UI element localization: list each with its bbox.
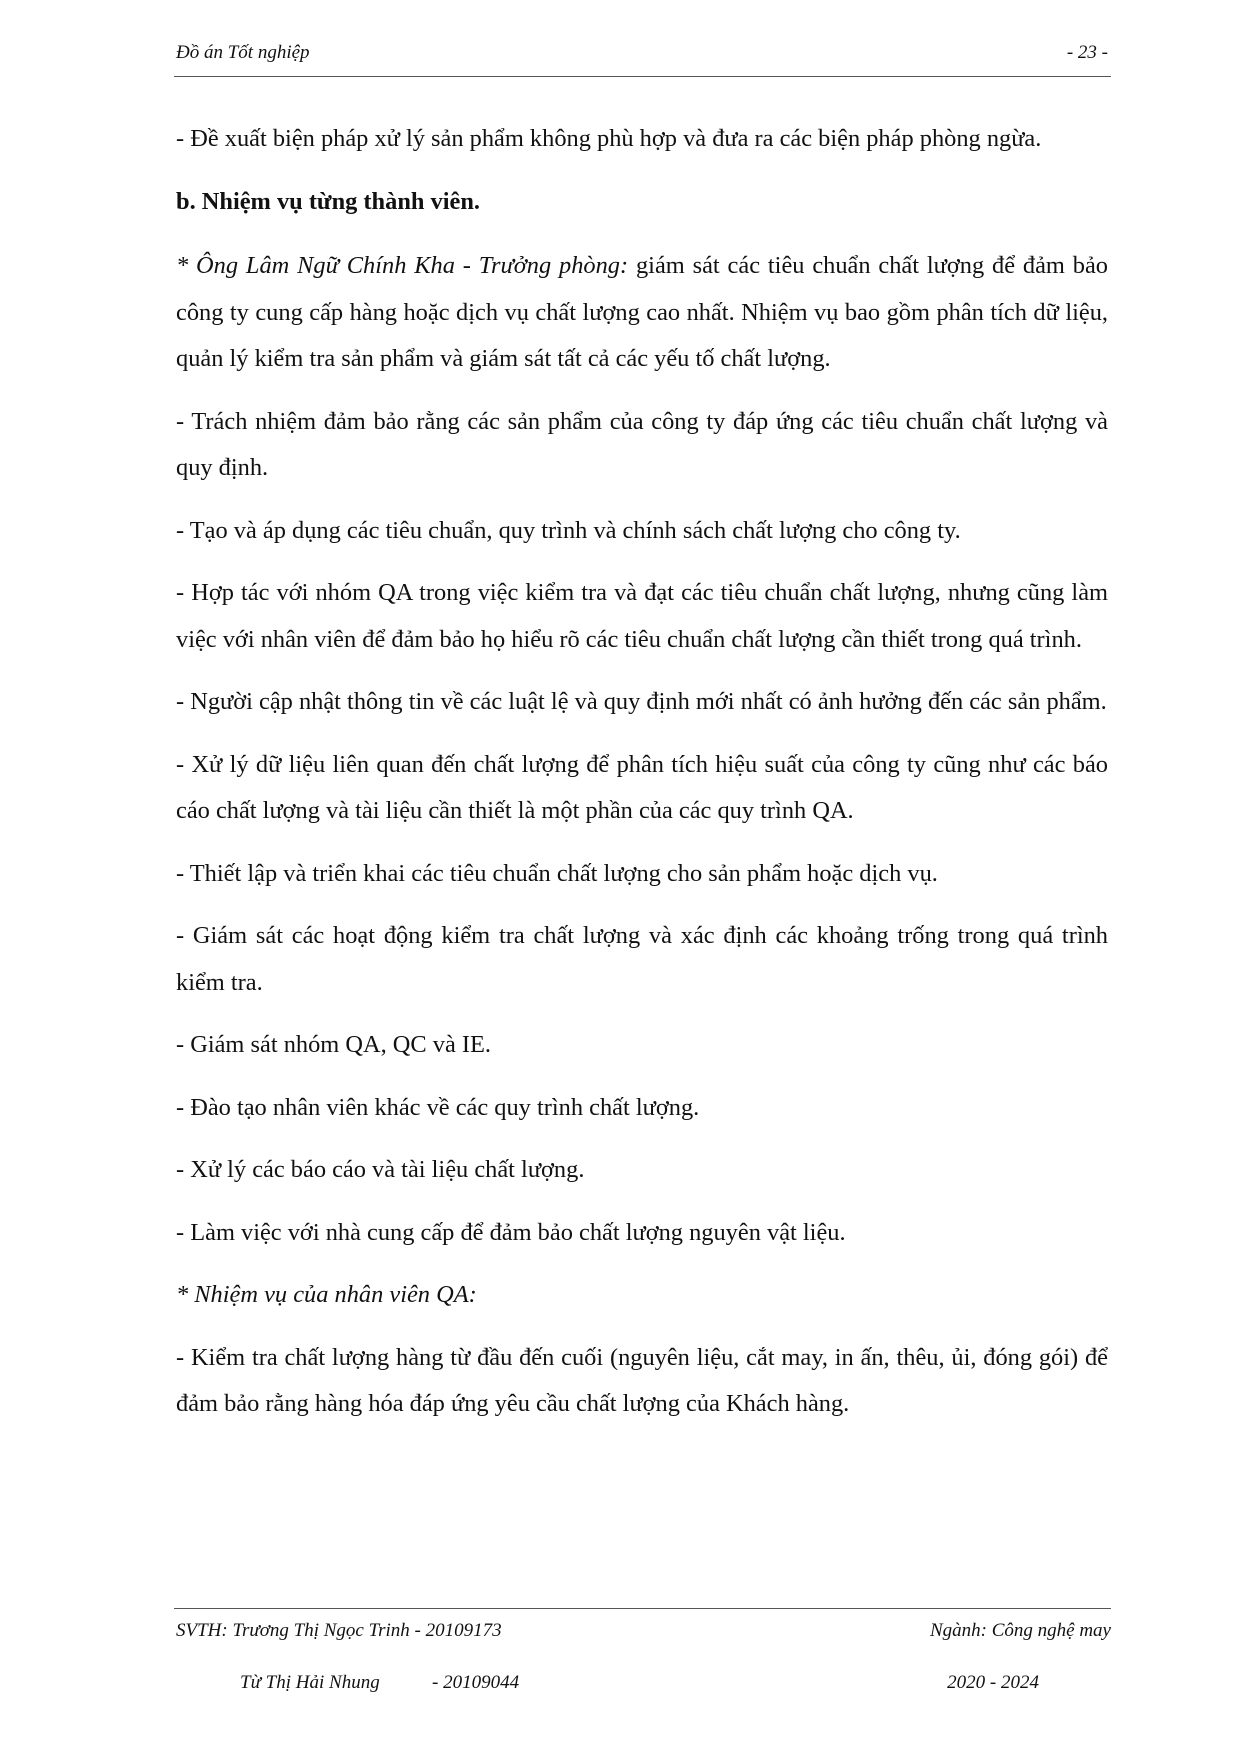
header-divider [174,76,1111,77]
list-item: - Trách nhiệm đảm bảo rằng các sản phẩm của công ty đáp ứng các tiêu chuẩn chất lượng và quy định. [176,407,1108,481]
qa-heading: * Nhiệm vụ của nhân viên QA: [176,1281,477,1308]
footer-years: 2020 - 2024 [947,1672,1039,1693]
list-item: - Xử lý các báo cáo và tài liệu chất lượng. [176,1156,585,1183]
footer-divider [174,1608,1111,1609]
footer-student-1: SVTH: Trương Thị Ngọc Trinh - 20109173 [176,1620,502,1641]
list-item: - Hợp tác với nhóm QA trong việc kiểm tra và đạt các tiêu chuẩn chất lượng, nhưng cũng làm việc với nhân viên để đảm bảo họ hiểu rõ các tiêu chuẩn chất lượng cần thiết trong quá trình. [176,579,1108,653]
list-item: - Giám sát các hoạt động kiểm tra chất lượng và xác định các khoảng trống trong quá trình kiểm tra. [176,922,1108,996]
list-item: - Xử lý dữ liệu liên quan đến chất lượng để phân tích hiệu suất của công ty cũng như các báo cáo chất lượng và tài liệu cần thiết là một phần của các quy trình QA. [176,750,1108,824]
list-item: - Người cập nhật thông tin về các luật lệ và quy định mới nhất có ảnh hưởng đến các sản phẩm. [176,688,1107,715]
list-item: - Thiết lập và triển khai các tiêu chuẩn chất lượng cho sản phẩm hoặc dịch vụ. [176,859,938,887]
paragraph: - Đề xuất biện pháp xử lý sản phẩm không phù hợp và đưa ra các biện pháp phòng ngừa. [176,125,1042,152]
list-item: - Làm việc với nhà cung cấp để đảm bảo chất lượng nguyên vật liệu. [176,1218,846,1246]
page-body [176,116,1108,1444]
manager-lead: * Ông Lâm Ngữ Chính Kha - Trưởng phòng: [176,252,629,279]
list-item: - Kiểm tra chất lượng hàng từ đầu đến cuối (nguyên liệu, cắt may, in ấn, thêu, ủi, đóng gói) để đảm bảo rằng hàng hóa đáp ứng yêu cầu chất lượng của Khách hàng. [176,1343,1108,1417]
list-item: - Đào tạo nhân viên khác về các quy trình chất lượng. [176,1093,700,1121]
footer-student-2-name: Từ Thị Hải Nhung [240,1672,380,1693]
section-heading: b. Nhiệm vụ từng thành viên. [176,187,481,215]
list-item: - Giám sát nhóm QA, QC và IE. [176,1031,491,1058]
list-item: - Tạo và áp dụng các tiêu chuẩn, quy trình và chính sách chất lượng cho công ty. [176,516,961,544]
footer-major: Ngành: Công nghệ may [929,1620,1111,1641]
page-number: - 23 - [1066,42,1108,63]
manager-description: giám sát các tiêu chuẩn chất lượng để đảm bảo công ty cung cấp hàng hoặc dịch vụ chất lượng cao nhất. Nhiệm vụ bao gồm phân tích dữ liệu, quản lý kiểm tra sản phẩm và giám sát tất cả các yếu tố chất lượng. [176,252,1108,372]
page-header [176,42,1108,72]
paragraph-manager [176,243,1108,383]
footer-student-2-id: - 20109044 [432,1672,520,1693]
document-title: Đồ án Tốt nghiệp [176,42,310,63]
